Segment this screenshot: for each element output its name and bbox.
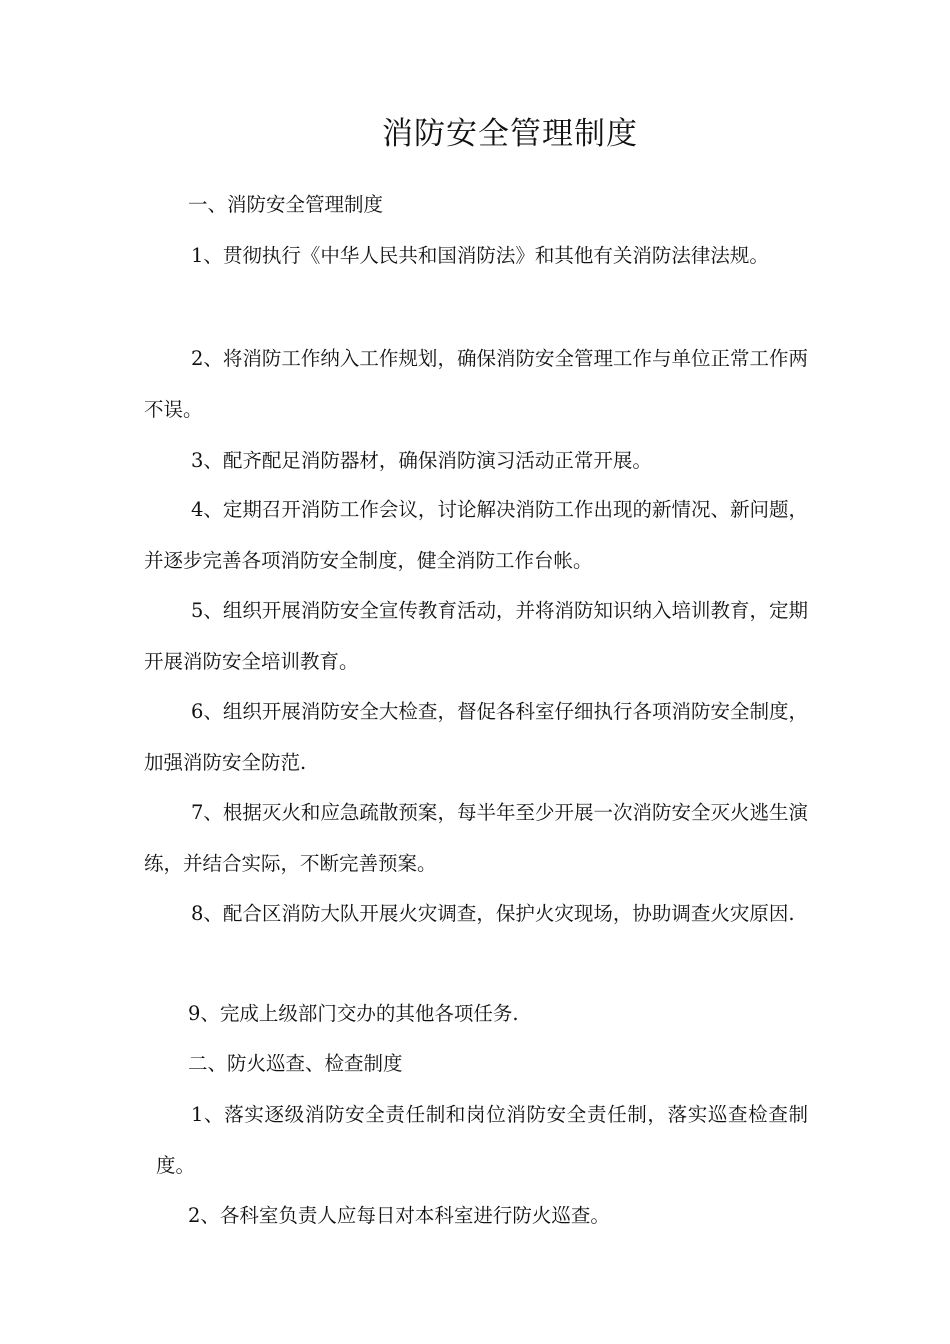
paragraph-item-6: 6、组织开展消防安全大检查，督促各科室仔细执行各项消防安全制度，加强消防安全防范.	[144, 700, 808, 774]
paragraph-item-8: 8、配合区消防大队开展火灾调查，保护火灾现场，协助调查火灾原因.	[191, 902, 795, 925]
paragraph-item-5: 5、组织开展消防安全宣传教育活动，并将消防知识纳入培训教育，定期开展消防安全培训教育。	[144, 599, 808, 673]
paragraph-item-2-2: 2、各科室负责人应每日对本科室进行防火巡查。	[188, 1204, 610, 1227]
paragraph-item-4: 4、定期召开消防工作会议，讨论解决消防工作出现的新情况、新问题，并逐步完善各项消防安全制度，健全消防工作台帐。	[144, 498, 808, 572]
document-title: 消防安全管理制度	[382, 116, 638, 152]
paragraph-item-3: 3、配齐配足消防器材，确保消防演习活动正常开展。	[191, 449, 652, 472]
section-heading-1: 一、消防安全管理制度	[188, 193, 384, 216]
paragraph-item-2: 2、将消防工作纳入工作规划，确保消防安全管理工作与单位正常工作两不误。	[144, 347, 808, 421]
paragraph-item-1: 1、贯彻执行《中华人民共和国消防法》和其他有关消防法律法规。	[191, 244, 769, 267]
paragraph-item-9: 9、完成上级部门交办的其他各项任务.	[188, 1002, 519, 1025]
paragraph-item-7: 7、根据灭火和应急疏散预案，每半年至少开展一次消防安全灭火逃生演练，并结合实际，不断完善预案。	[144, 801, 808, 875]
paragraph-item-2-1: 1、落实逐级消防安全责任制和岗位消防安全责任制，落实巡查检查制度。	[156, 1103, 808, 1177]
section-heading-2: 二、防火巡查、检查制度	[188, 1052, 403, 1075]
